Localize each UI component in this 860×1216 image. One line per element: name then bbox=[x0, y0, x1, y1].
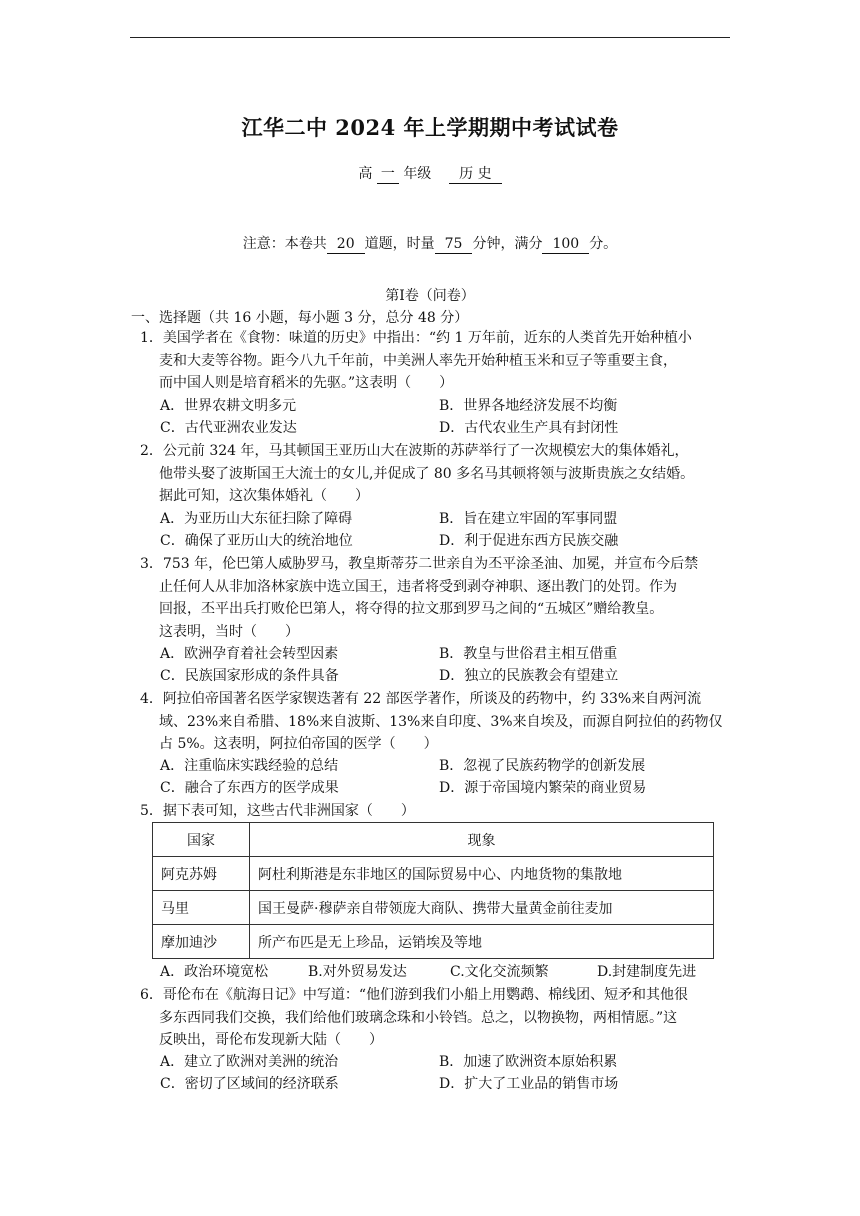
question-stem-line: 1．美国学者在《食物：味道的历史》中指出：“约 1 万年前，近东的人类首先开始种植小 bbox=[140, 330, 692, 346]
option-d[interactable]: D．利于促进东西方民族交融 bbox=[439, 533, 619, 549]
question-stem-line: 5．据下表可知，这些古代非洲国家（ ） bbox=[140, 803, 415, 819]
exam-notice bbox=[0, 233, 860, 254]
question-2 bbox=[140, 440, 730, 508]
option-b[interactable]: B.对外贸易发达 bbox=[308, 964, 407, 980]
question-stem-line: 多东西同我们交换，我们给他们玻璃念珠和小铃铛。总之，以物换物，两相情愿。”这 bbox=[159, 1009, 678, 1026]
notice-text-3: 分钟，满分 bbox=[472, 236, 543, 252]
option-c[interactable]: C．古代亚洲农业发达 bbox=[160, 420, 297, 436]
table-row bbox=[153, 925, 714, 959]
table-header-cell: 现象 bbox=[250, 823, 714, 857]
question-count: 20 bbox=[327, 235, 365, 254]
question-stem-line: 6．哥伦布在《航海日记》中写道：“他们游到我们小船上用鹦鹉、棉线团、短矛和其他很 bbox=[140, 987, 689, 1003]
question-stem-line: 2．公元前 324 年，马其顿国王亚历山大在波斯的苏萨举行了一次规模宏大的集体婚礼， bbox=[140, 443, 689, 459]
question-stem-line: 4．阿拉伯帝国著名医学家锲迭著有 22 部医学著作，所谈及的药物中，约 33%来自两河流 bbox=[140, 691, 702, 707]
option-a[interactable]: A．为亚历山大东征扫除了障碍 bbox=[160, 511, 353, 527]
option-c[interactable]: C．民族国家形成的条件具备 bbox=[160, 668, 339, 684]
table-cell: 国王曼萨·穆萨亲自带领庞大商队、携带大量黄金前往麦加 bbox=[250, 891, 714, 925]
option-a[interactable]: A．欧洲孕育着社会转型因素 bbox=[160, 646, 339, 662]
notice-text-1: 注意：本卷共 bbox=[242, 236, 327, 252]
option-b[interactable]: B．教皇与世俗君主相互借重 bbox=[439, 646, 618, 662]
question-1 bbox=[140, 327, 730, 395]
option-a[interactable]: A．注重临床实践经验的总结 bbox=[160, 758, 339, 774]
option-c[interactable]: C．确保了亚历山大的统治地位 bbox=[160, 533, 353, 549]
question-3 bbox=[140, 553, 730, 643]
subject-name: 历 史 bbox=[449, 165, 501, 184]
exam-title: 江华二中 2024 年上学期期中考试试卷 bbox=[241, 115, 619, 140]
table-header-row bbox=[153, 823, 714, 857]
option-b[interactable]: B．世界各地经济发展不均衡 bbox=[439, 398, 618, 414]
question-stem-line: 3．753 年，伦巴第人威胁罗马，教皇斯蒂芬二世亲自为丕平涂圣油、加冕，并宣布今后禁 bbox=[140, 556, 699, 572]
grade-subject-line bbox=[0, 163, 860, 184]
option-b[interactable]: B．旨在建立牢固的军事同盟 bbox=[439, 511, 618, 527]
question-stem-line: 止任何人从非加洛林家族中选立国王，违者将受到剥夺神职、逐出教门的处罚。作为 bbox=[159, 578, 677, 595]
table-cell: 阿克苏姆 bbox=[153, 857, 250, 891]
option-d[interactable]: D．源于帝国境内繁荣的商业贸易 bbox=[439, 780, 647, 796]
option-a[interactable]: A．世界农耕文明多元 bbox=[160, 398, 297, 414]
option-d[interactable]: D．独立的民族教会有望建立 bbox=[439, 668, 619, 684]
table-cell: 马里 bbox=[153, 891, 250, 925]
table-cell: 阿杜利斯港是东非地区的国际贸易中心、内地货物的集散地 bbox=[250, 857, 714, 891]
grade-value: 一 bbox=[377, 165, 399, 184]
section-heading: 一、选择题（共 16 小题，每小题 3 分，总分 48 分） bbox=[131, 310, 469, 326]
option-b[interactable]: B．加速了欧洲资本原始积累 bbox=[439, 1054, 618, 1070]
grade-suffix: 年级 bbox=[403, 166, 432, 182]
question-stem-line: 回报，丕平出兵打败伦巴第人，将夺得的拉文那到罗马之间的“五城区”赠给教皇。 bbox=[159, 601, 664, 617]
option-c[interactable]: C.文化交流频繁 bbox=[450, 964, 549, 980]
grade-prefix: 高 bbox=[358, 166, 373, 182]
option-d[interactable]: D．扩大了工业品的销售市场 bbox=[439, 1076, 619, 1092]
notice-text-2: 道题，时量 bbox=[364, 236, 435, 252]
table-cell: 所产布匹是无上珍品，运销埃及等地 bbox=[250, 925, 714, 959]
option-d[interactable]: D.封建制度先进 bbox=[597, 964, 697, 980]
question-stem-line: 占 5%。这表明，阿拉伯帝国的医学（ ） bbox=[159, 736, 438, 752]
volume-heading: 第Ⅰ卷（问卷） bbox=[385, 288, 475, 304]
question-stem-line: 他带头娶了波斯国王大流士的女儿,并促成了 80 多名马其顿将领与波斯贵族之女结婚。 bbox=[159, 465, 695, 482]
table-row bbox=[153, 857, 714, 891]
question-6 bbox=[140, 984, 730, 1052]
option-c[interactable]: C．密切了区域间的经济联系 bbox=[160, 1076, 339, 1092]
header-rule bbox=[130, 37, 730, 38]
table-cell: 摩加迪沙 bbox=[153, 925, 250, 959]
option-d[interactable]: D．古代农业生产具有封闭性 bbox=[439, 420, 619, 436]
notice-text-4: 分。 bbox=[589, 236, 618, 252]
question-stem-line: 反映出，哥伦布发现新大陆（ ） bbox=[159, 1032, 383, 1048]
question-4 bbox=[140, 688, 730, 756]
option-c[interactable]: C．融合了东西方的医学成果 bbox=[160, 780, 339, 796]
time-limit: 75 bbox=[435, 235, 473, 254]
option-b[interactable]: B．忽视了民族药物学的创新发展 bbox=[439, 758, 646, 774]
question-5 bbox=[140, 800, 730, 823]
option-a[interactable]: A．建立了欧洲对美洲的统治 bbox=[160, 1054, 339, 1070]
question-stem-line: 据此可知，这次集体婚礼（ ） bbox=[159, 488, 369, 504]
full-score: 100 bbox=[542, 235, 589, 254]
question-stem-line: 这表明，当时（ ） bbox=[159, 623, 299, 640]
question-stem-line: 域、23%来自希腊、18%来自波斯、13%来自印度、3%来自埃及，而源自阿拉伯的药物仅 bbox=[159, 713, 723, 730]
table-row bbox=[153, 891, 714, 925]
question-5-table bbox=[152, 822, 714, 959]
table-header-cell: 国家 bbox=[153, 823, 250, 857]
question-stem-line: 麦和大麦等谷物。距今八九千年前，中美洲人率先开始种植玉米和豆子等重要主食， bbox=[159, 352, 677, 369]
option-a[interactable]: A．政治环境宽松 bbox=[160, 964, 269, 980]
question-stem-line: 而中国人则是培育稻米的先驱。”这表明（ ） bbox=[159, 375, 454, 391]
